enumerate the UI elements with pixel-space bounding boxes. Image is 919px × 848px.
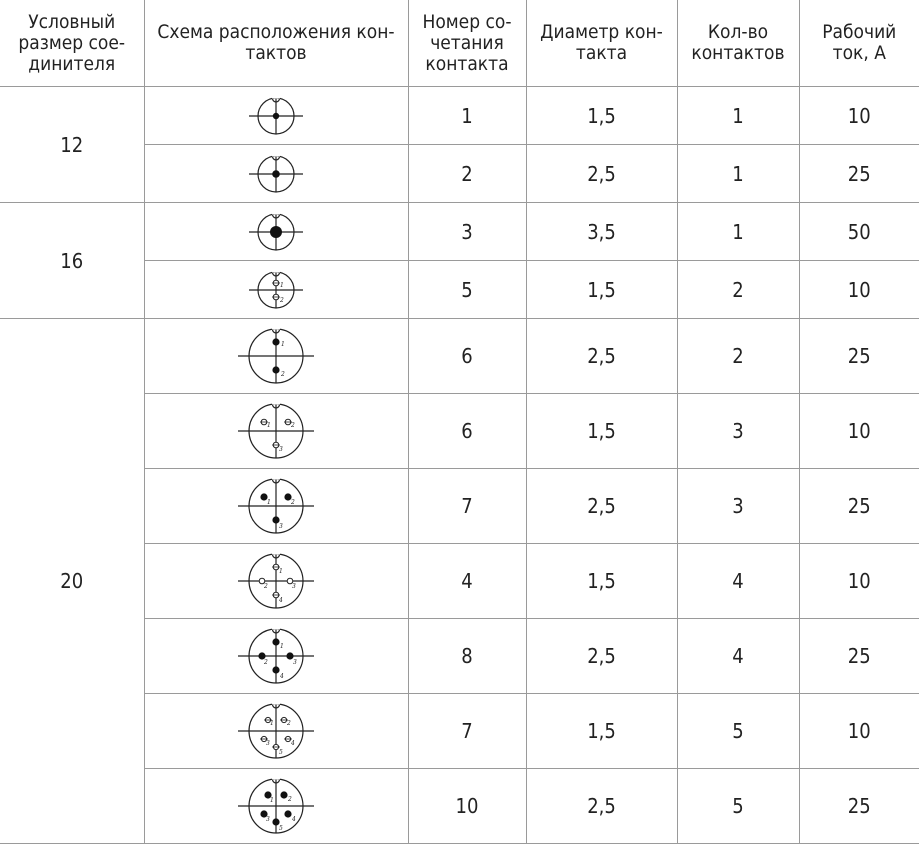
contact-label: 3 [279, 523, 283, 530]
header-current: Рабочий ток, А [799, 0, 919, 87]
diameter-cell: 2,5 [526, 769, 677, 844]
diameter-cell: 2,5 [526, 145, 677, 203]
current-cell: 10 [799, 694, 919, 769]
connector-5-contacts-hollow-icon [231, 698, 321, 764]
contact-label: 1 [270, 720, 274, 727]
connector-3-contacts-hollow-icon [231, 398, 321, 464]
table-row [0, 87, 919, 145]
header-row [0, 0, 919, 87]
current-cell: 10 [799, 544, 919, 619]
count-cell: 2 [677, 261, 799, 319]
connector-1-contact-small-icon [241, 91, 311, 141]
connector-3-contacts-solid-icon [231, 473, 321, 539]
diameter-cell: 2,5 [526, 619, 677, 694]
size-cell: 20 [0, 319, 144, 844]
header-diameter: Диаметр кон- такта [526, 0, 677, 87]
current-cell: 10 [799, 394, 919, 469]
contact-label: 1 [279, 568, 283, 575]
contact-label: 1 [280, 281, 284, 289]
contact-label: 1 [280, 643, 284, 650]
scheme-cell [144, 319, 408, 394]
contact-label: 3 [266, 740, 270, 747]
scheme-cell [144, 619, 408, 694]
scheme-cell [144, 203, 408, 261]
diameter-cell: 1,5 [526, 694, 677, 769]
contact-label: 2 [291, 499, 295, 506]
current-cell: 50 [799, 203, 919, 261]
count-cell: 2 [677, 319, 799, 394]
scheme-cell [144, 87, 408, 145]
count-cell: 5 [677, 694, 799, 769]
count-cell: 4 [677, 544, 799, 619]
scheme-cell [144, 469, 408, 544]
header-size: Условный размер сое- динителя [0, 0, 144, 87]
table-row [0, 203, 919, 261]
number-cell: 10 [408, 769, 526, 844]
contact-label: 2 [264, 659, 268, 666]
scheme-cell [144, 261, 408, 319]
count-cell: 1 [677, 87, 799, 145]
table-row [0, 319, 919, 394]
scheme-cell [144, 694, 408, 769]
contact-label: 1 [270, 797, 274, 804]
current-cell: 25 [799, 469, 919, 544]
scheme-cell [144, 769, 408, 844]
connector-1-contact-medium-icon [241, 149, 311, 199]
number-cell: 7 [408, 469, 526, 544]
contact-label: 3 [293, 659, 297, 666]
contact-label: 2 [281, 371, 285, 378]
contact-label: 5 [279, 825, 283, 832]
connector-1-contact-large-icon [241, 207, 311, 257]
contact-label: 2 [287, 720, 291, 727]
contact-label: 4 [292, 816, 296, 823]
diameter-cell: 1,5 [526, 87, 677, 145]
contact-label: 3 [266, 816, 270, 823]
contact-label: 2 [288, 796, 292, 803]
contact-label: 3 [292, 583, 296, 590]
header-count: Кол-во контактов [677, 0, 799, 87]
number-cell: 3 [408, 203, 526, 261]
current-cell: 10 [799, 261, 919, 319]
connector-4-contacts-hollow-icon [231, 548, 321, 614]
number-cell: 6 [408, 394, 526, 469]
connector-2-contacts-solid-icon [231, 323, 321, 389]
size-cell: 16 [0, 203, 144, 319]
contact-label: 2 [291, 422, 295, 429]
current-cell: 10 [799, 87, 919, 145]
connector-5-contacts-solid-icon [231, 773, 321, 839]
number-cell: 1 [408, 87, 526, 145]
contact-label: 1 [267, 422, 271, 429]
diameter-cell: 1,5 [526, 261, 677, 319]
number-cell: 5 [408, 261, 526, 319]
contact-label: 1 [281, 341, 285, 348]
scheme-cell [144, 544, 408, 619]
contact-label: 1 [267, 499, 271, 506]
current-cell: 25 [799, 319, 919, 394]
connector-4-contacts-solid-icon [231, 623, 321, 689]
size-cell: 12 [0, 87, 144, 203]
contact-label: 2 [280, 296, 284, 304]
number-cell: 4 [408, 544, 526, 619]
header-number: Номер со- четания контакта [408, 0, 526, 87]
diameter-cell: 3,5 [526, 203, 677, 261]
count-cell: 4 [677, 619, 799, 694]
scheme-cell [144, 145, 408, 203]
count-cell: 1 [677, 145, 799, 203]
current-cell: 25 [799, 769, 919, 844]
connector-2-contacts-hollow-icon [241, 265, 311, 315]
count-cell: 3 [677, 469, 799, 544]
scheme-cell [144, 394, 408, 469]
diameter-cell: 1,5 [526, 544, 677, 619]
diameter-cell: 1,5 [526, 394, 677, 469]
contact-label: 2 [264, 583, 268, 590]
diameter-cell: 2,5 [526, 319, 677, 394]
contact-label: 4 [291, 740, 295, 747]
current-cell: 25 [799, 145, 919, 203]
current-cell: 25 [799, 619, 919, 694]
contact-label: 3 [279, 446, 283, 453]
header-scheme: Схема расположения кон- тактов [144, 0, 408, 87]
number-cell: 6 [408, 319, 526, 394]
count-cell: 5 [677, 769, 799, 844]
diameter-cell: 2,5 [526, 469, 677, 544]
number-cell: 8 [408, 619, 526, 694]
number-cell: 7 [408, 694, 526, 769]
count-cell: 1 [677, 203, 799, 261]
count-cell: 3 [677, 394, 799, 469]
contact-label: 4 [279, 597, 283, 604]
number-cell: 2 [408, 145, 526, 203]
contact-label: 5 [279, 749, 283, 756]
contact-label: 4 [280, 673, 284, 680]
